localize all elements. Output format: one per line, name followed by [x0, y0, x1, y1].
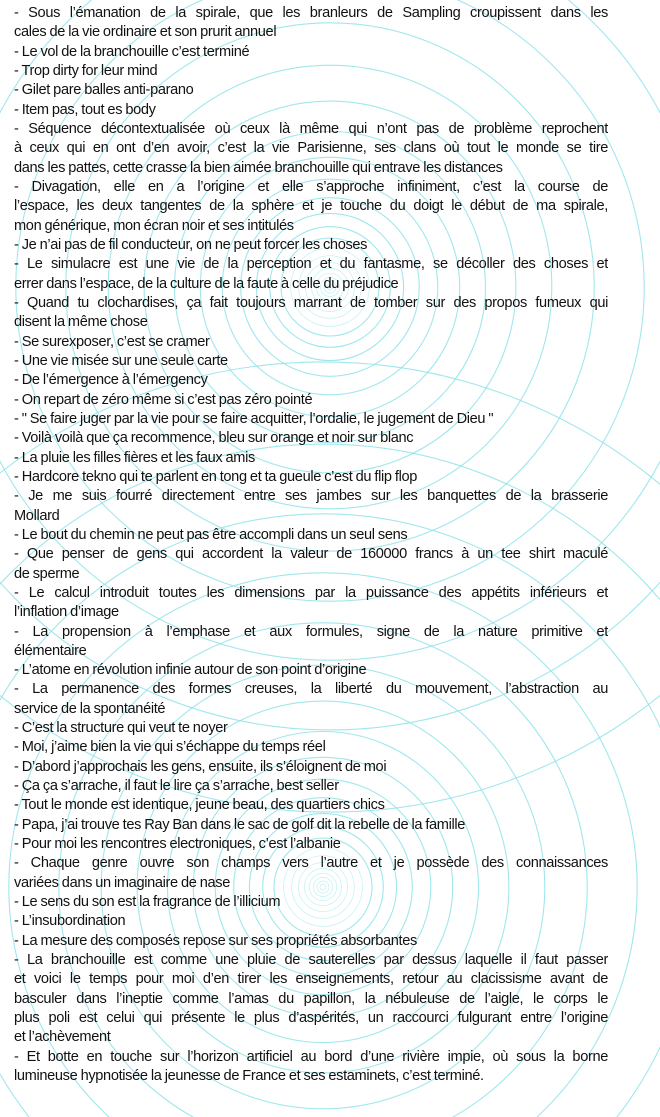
text-line: - D’abord j’approchais les gens, ensuite, ils s’éloignent de moi: [14, 758, 387, 775]
text-line: basculer dans l’ineptie comme l’amas du papillon, la nébuleuse de l’aigle, le corps le: [14, 990, 608, 1007]
list-item: [14, 333, 608, 352]
text-line: - La branchouille est comme une pluie de sauterelles par dessus laquelle il faut passer: [14, 952, 608, 969]
list-item: [14, 391, 608, 410]
text-line: - La permanence des formes creuses, la liberté du mouvement, l’abstraction au: [14, 681, 608, 698]
text-line: - Le calcul introduit toutes les dimensions par la puissance des appétits inférieurs et: [14, 584, 608, 601]
text-line: à ceux qui en ont d’en avoir, c’est la vie Parisienne, ses clans où tout le monde se tire: [14, 140, 608, 157]
text-line: mon générique, mon écran noir et ses intitulés: [14, 217, 294, 234]
text-line: - Se surexposer, c’est se cramer: [14, 333, 210, 350]
text-line: Mollard: [14, 507, 60, 524]
list-item: [14, 932, 608, 951]
list-item: [14, 526, 608, 545]
text-line: - La mesure des composés repose sur ses propriétés absorbantes: [14, 932, 417, 949]
text-line: et voici le temps pour moi d’en tirer les enseignements, retour au clacissisme avant de: [14, 971, 608, 988]
text-line: - Papa, j’ai trouve tes Ray Ban dans le sac de golf dit la rebelle de la famille: [14, 816, 466, 833]
text-line: - Que penser de gens qui accordent la valeur de 160000 francs à un tee shirt maculé: [14, 546, 608, 563]
list-item: [14, 951, 608, 1048]
text-line: - L’atome en révolution infinie autour de son point d’origine: [14, 662, 367, 679]
list-item: [14, 584, 608, 623]
text-line: - Séquence décontextualisée où ceux là même qui n’ont pas de problème reprochent: [14, 120, 608, 137]
text-line: - L’insubordination: [14, 913, 126, 930]
text-line: de sperme: [14, 565, 80, 582]
text-line: l’inflation d’image: [14, 604, 119, 621]
text-line: disent la même chose: [14, 314, 148, 331]
text-line: - Ça ça s’arrache, il faut le lire ça s’arrache, best seller: [14, 778, 339, 795]
list-item: [14, 371, 608, 390]
text-line: - De l’émergence à l’émergency: [14, 372, 208, 389]
text-line: dans les pattes, cette crasse la bien aimée branchouille qui entrave les distances: [14, 159, 503, 176]
text-line: - Je n’ai pas de fil conducteur, on ne peut forcer les choses: [14, 236, 368, 253]
list-item: [14, 468, 608, 487]
list-item: [14, 294, 608, 333]
list-item: [14, 255, 608, 294]
list-item: [14, 893, 608, 912]
text-line: - Et botte en touche sur l’horizon artificiel au bord d’une rivière impie, où sous la borne: [14, 1048, 608, 1065]
text-line: - La pluie les filles fières et les faux amis: [14, 449, 255, 466]
list-item: [14, 62, 608, 81]
list-item: [14, 912, 608, 931]
text-line: - Le vol de la branchouille c’est terminé: [14, 43, 250, 60]
list-item: [14, 1048, 608, 1087]
list-item: [14, 661, 608, 680]
document-body: [14, 4, 608, 1086]
text-line: cales de la vie ordinaire et son prurit annuel: [14, 24, 277, 41]
text-line: - Le simulacre est une vie de la perception et du fantasme, se décoller des choses et: [14, 256, 608, 273]
list-item: [14, 81, 608, 100]
text-line: errer dans l’espace, de la culture de la faute à celle du préjudice: [14, 275, 399, 292]
text-line: - Gilet pare balles anti-parano: [14, 82, 194, 99]
text-line: - Divagation, elle en a l’origine et elle s’approche infiniment, c’est la course de: [14, 178, 608, 195]
text-line: - Chaque genre ouvre son champs vers l’autre et je possède des connaissances: [14, 855, 608, 872]
list-item: [14, 487, 608, 526]
text-line: - Une vie misée sur une seule carte: [14, 352, 228, 369]
list-item: [14, 835, 608, 854]
list-item: [14, 410, 608, 429]
list-item: [14, 449, 608, 468]
text-line: - Tout le monde est identique, jeune beau, des quartiers chics: [14, 797, 385, 814]
text-line: et l’achèvement: [14, 1029, 111, 1046]
text-line: - Le bout du chemin ne peut pas être accompli dans un seul sens: [14, 526, 408, 543]
text-line: service de la spontanéité: [14, 700, 166, 717]
text-line: lumineuse hypnotisée la jeunesse de France et ses estaminets, c’est terminé.: [14, 1068, 484, 1085]
text-line: - " Se faire juger par la vie pour se faire acquitter, l’ordalie, le jugement de Dieu ": [14, 410, 494, 427]
list-item: [14, 545, 608, 584]
text-line: - C’est la structure qui veut te noyer: [14, 720, 228, 737]
list-item: [14, 738, 608, 757]
list-item: [14, 352, 608, 371]
text-line: l’espace, les deux tangentes de la sphère et je touche du doigt le début de ma spirale,: [14, 198, 608, 215]
text-line: - Moi, j’aime bien la vie qui s’échappe du temps réel: [14, 739, 326, 756]
text-line: - Pour moi les rencontres electroniques, c’est l’albanie: [14, 836, 341, 853]
list-item: [14, 101, 608, 120]
text-line: - La propension à l’emphase et aux formules, signe de la nature primitive et: [14, 623, 608, 640]
list-item: [14, 429, 608, 448]
text-line: - Le sens du son est la fragrance de l’illicium: [14, 894, 281, 911]
text-line: plus poli est celui qui présente le plus d’aspérités, un raccourci fulgurant entre l’origine: [14, 1010, 608, 1027]
list-item: [14, 816, 608, 835]
list-item: [14, 178, 608, 236]
text-line: - Quand tu clochardises, ça fait toujours marrant de tomber sur des propos fumeux qui: [14, 294, 608, 311]
list-item: [14, 719, 608, 738]
list-item: [14, 680, 608, 719]
text-line: - On repart de zéro même si c’est pas zéro pointé: [14, 391, 313, 408]
list-item: [14, 120, 608, 178]
text-line: élémentaire: [14, 642, 87, 659]
text-line: - Voilà voilà que ça recommence, bleu sur orange et noir sur blanc: [14, 430, 414, 447]
text-line: - Trop dirty for leur mind: [14, 62, 158, 79]
list-item: [14, 4, 608, 43]
list-item: [14, 236, 608, 255]
list-item: [14, 623, 608, 662]
list-item: [14, 43, 608, 62]
list-item: [14, 796, 608, 815]
text-line: - Hardcore tekno qui te parlent en tong et ta gueule c’est du flip flop: [14, 468, 417, 485]
text-line: - Je me suis fourré directement entre ses jambes sur les banquettes de la brasserie: [14, 488, 608, 505]
list-item: [14, 777, 608, 796]
text-line: - Item pas, tout es body: [14, 101, 156, 118]
text-line: variées dans un imaginaire de nase: [14, 874, 231, 891]
text-line: - Sous l’émanation de la spirale, que les branleurs de Sampling croupissent dans les: [14, 5, 608, 21]
list-item: [14, 758, 608, 777]
list-item: [14, 854, 608, 893]
